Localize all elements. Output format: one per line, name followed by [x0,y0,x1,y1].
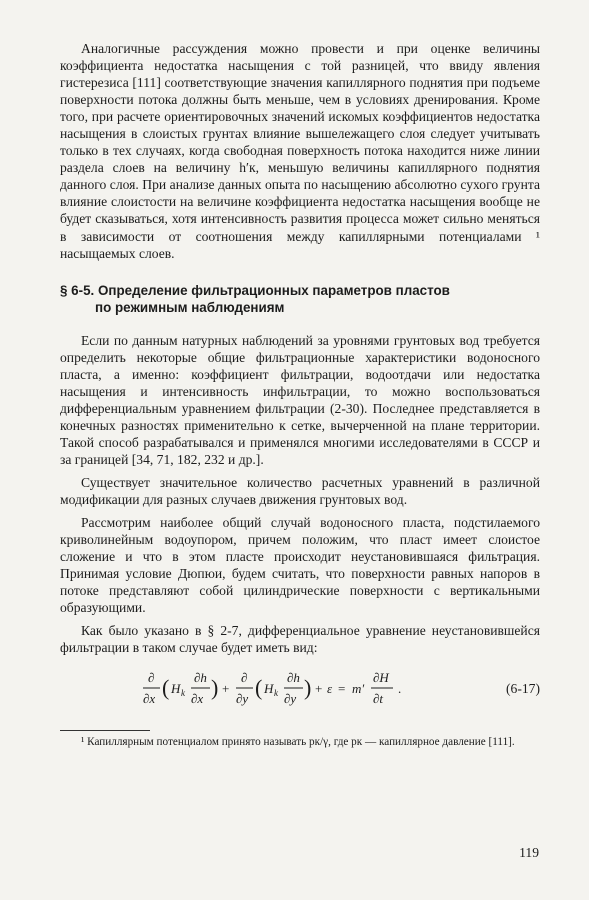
svg-text:∂y: ∂y [236,691,249,707]
svg-text:∂t: ∂t [373,691,384,707]
svg-text:=: = [338,681,346,697]
svg-text:m′: m′ [352,681,365,697]
svg-text:∂x: ∂x [143,691,156,707]
svg-text:∂: ∂ [148,670,155,686]
svg-text:H: H [171,681,181,697]
svg-text:∂: ∂ [241,670,248,686]
svg-text:∂y: ∂y [284,691,297,707]
svg-text:): ) [304,675,312,701]
svg-text:): ) [211,675,219,701]
footnote-divider [60,730,150,731]
footnote: ¹ Капиллярным потенциалом принято называть pк/γ, где pк — капиллярное давление [111]. [81,736,515,749]
page-body [60,40,540,749]
paragraph-general-case: Рассмотрим наиболее общий случай водоносного пласта, подстилаемого криволинейным водоупором, причем положим, что пласт имеет слоистое сложение и что в этом пласте происходит неустановившаяся фильтрация. Принимая условие Дюпюи, будем считать, что поверхности равных напоров в потоке представляют собой цилиндрические поверхности с вертикальными образующими. [60,515,540,616]
equation-6-17 [140,664,460,714]
svg-text:∂H: ∂H [373,670,389,686]
paragraph-differential-equation: Как было указано в § 2-7, дифференциальное уравнение неустановившейся фильтрации в таком случае будет иметь вид: [60,623,540,656]
section-heading [60,282,540,316]
paragraph-natural-observations: Если по данным натурных наблюдений за уровнями грунтовых вод требуется определить некоторые общие фильтрационные характеристики водоносного пласта, а именно: коэффициент фильтрации, водоотдачи или недостатка насыщения и интенсивность инфильтрации, то можно воспользоваться дифференциальным уравнением фильтрации (2-30). Последнее представляется в конечных разностях применительно к сетке, вычерченной на плане территории. Такой способ разрабатывался и применялся многими исследователями в СССР и за границей [34, 71, 182, 232 и др.]. [60,332,540,467]
section-heading-line1: § 6-5. Определение фильтрационных параметров пластов [60,282,450,298]
svg-text:.: . [398,681,402,697]
svg-text:(: ( [255,675,263,701]
svg-text:+: + [315,681,323,697]
svg-text:k: k [181,688,185,699]
equation-block [60,664,540,714]
paragraph-equations-count: Существует значительное количество расчетных уравнений в различной модификации для разных случаев движения грунтовых вод. [60,474,540,508]
svg-text:∂h: ∂h [287,670,300,686]
svg-text:(: ( [162,675,170,701]
svg-text:∂x: ∂x [191,691,204,707]
page-number: 119 [519,845,539,860]
paragraph-hysteresis: Аналогичные рассуждения можно провести и при оценке величины коэффициента недостатка насыщения с той разницей, что ввиду явления гистерезиса [111] соответствующие значения капиллярного поднятия при подъеме поверхности потока должны быть меньше, чем в условиях дренирования. Кроме того, при расчете ориентировочных значений искомых коэффициентов недостатка насыщения в слоистых грунтах влияние вышележащего слоя следует учитывать только в тех случаях, когда свободная поверхность потока находится ниже линии раздела слоев на величину h′к, меньшую величины капиллярного поднятия данного слоя. При анализе данных опыта по насыщению абсолютно сухого грунта влияние слоистости на величине коэффициента недостатка насыщения вообще не будет сказываться, хотя интенсивность развития процесса может сильно меняться в зависимости от соотношения между капиллярными потенциалами ¹ насыщаемых слоев. [60,41,540,261]
svg-text:k: k [274,688,278,699]
equation-number: (6-17) [506,681,540,697]
svg-text:ε: ε [327,681,333,697]
section-heading-line2: по режимным наблюдениям [95,299,285,315]
svg-text:+: + [222,681,230,697]
svg-text:∂h: ∂h [194,670,207,686]
svg-text:H: H [264,681,274,697]
